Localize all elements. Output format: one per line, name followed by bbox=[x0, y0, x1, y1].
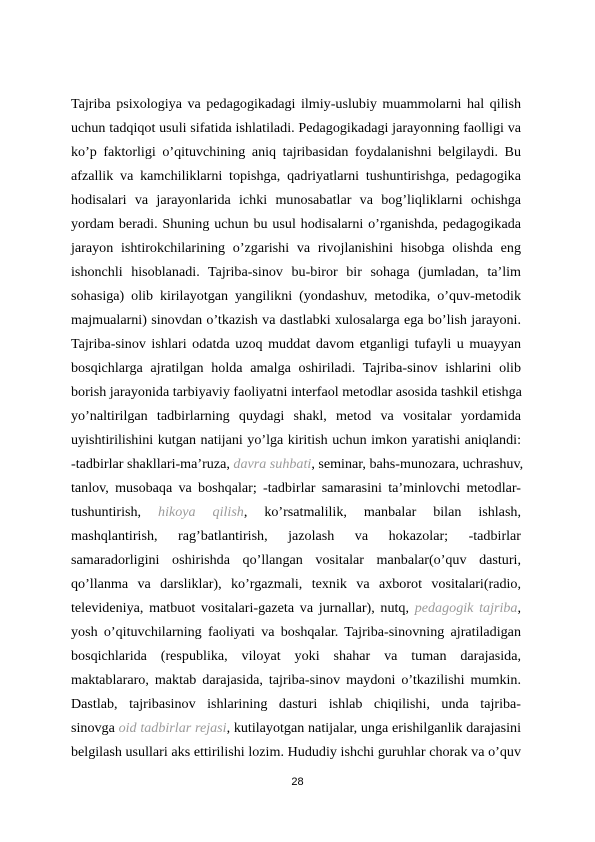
text-line bbox=[71, 644, 521, 668]
document-body bbox=[71, 92, 524, 764]
page-number: 28 bbox=[291, 776, 304, 788]
text-line bbox=[71, 236, 521, 260]
text-segment: Tajriba-sinov ishlari odatda uzoq muddat davom etganligi tufayli u muayyan bbox=[71, 336, 521, 352]
text-line bbox=[71, 380, 521, 404]
hyperlink[interactable]: pedagogik tajriba bbox=[414, 600, 518, 616]
text-segment: sohasiga) olib kirilayotgan yangilikni (yondashuv, metodika, o’quv-metodik bbox=[71, 288, 521, 304]
text-segment: belgilash usullari aks ettirilishi lozim. Hududiy ishchi guruhlar chorak va o’quv bbox=[71, 744, 521, 760]
hyperlink[interactable]: oid tadbirlar rejasi bbox=[118, 720, 227, 736]
text-line bbox=[71, 620, 521, 644]
text-segment: yosh o’qituvchilarning faoliyati va boshqalar. Tajriba-sinovning ajratiladigan bbox=[71, 624, 521, 640]
text-line bbox=[71, 740, 521, 764]
text-line bbox=[71, 188, 521, 212]
text-segment: bosqichlarida (respublika, viloyat yoki shahar va tuman darajasida, bbox=[71, 648, 521, 664]
text-line bbox=[71, 476, 521, 500]
text-segment: yo’naltirilgan tadbirlarning quydagi shakl, metod va vositalar yordamida bbox=[71, 408, 521, 424]
text-line bbox=[71, 548, 521, 572]
text-segment: maktablararo, maktab darajasida, tajriba-sinov maydoni o’tkazilishi mumkin. bbox=[71, 672, 521, 688]
text-segment: majmualarni) sinovdan o’tkazish va dastlabki xulosalarga ega bo’lish jarayoni. bbox=[71, 312, 521, 328]
text-segment: ishonchli hisoblanadi. Tajriba-sinov bu-biror bir sohaga (jumladan, ta’lim bbox=[71, 264, 521, 280]
text-line bbox=[71, 452, 524, 476]
text-line bbox=[71, 332, 521, 356]
text-segment: ko’p faktorligi o’qituvchining aniq tajribasidan foydalanishni belgilaydi. Bu bbox=[71, 144, 521, 160]
text-segment: tanlov, musobaqa va boshqalar; -tadbirlar samarasini ta’minlovchi metodlar- bbox=[71, 480, 521, 496]
text-segment: qo’llanma va darsliklar), ko’rgazmali, texnik va axborot vositalari(radio, bbox=[71, 576, 521, 592]
text-line bbox=[71, 596, 521, 620]
text-segment: borish jarayonida tarbiyaviy faoliyatni interfaol metodlar asosida tashkil etishga bbox=[71, 384, 522, 400]
text-line bbox=[71, 212, 521, 236]
text-line bbox=[71, 500, 521, 524]
text-line bbox=[71, 116, 521, 140]
text-segment: yordam beradi. Shuning uchun bu usul hodisalarni o’rganishda, pedagogikada bbox=[71, 216, 521, 232]
text-segment: , kutilayotgan natijalar, unga erishilganlik darajasini bbox=[226, 720, 521, 736]
text-line bbox=[71, 164, 521, 188]
text-segment: , bbox=[517, 600, 522, 616]
text-line bbox=[71, 140, 521, 164]
text-line bbox=[71, 524, 521, 548]
text-segment: , seminar, bahs-munozara, uchrashuv, bbox=[311, 456, 524, 472]
text-segment: samaradorligini oshirishda qo’llangan vositalar manbalar(o’quv dasturi, bbox=[71, 552, 521, 568]
text-segment: Tajriba psixologiya va pedagogikadagi ilmiy-uslubiy muammolarni hal qilish bbox=[71, 96, 521, 112]
text-segment: , ko’rsatmalilik, manbalar bilan ishlash, bbox=[243, 504, 521, 520]
text-segment: hodisalari va jarayonlarida ichki munosabatlar va bog’liqliklarni ochishga bbox=[71, 192, 521, 208]
text-line bbox=[71, 668, 521, 692]
text-line bbox=[71, 92, 521, 116]
hyperlink[interactable]: hikoya qilish bbox=[158, 504, 244, 520]
text-segment: jarayon ishtirokchilarining o’zgarishi va rivojlanishini hisobga olishda eng bbox=[71, 240, 521, 256]
text-line bbox=[71, 284, 521, 308]
text-segment: mashqlantirish, rag’batlantirish, jazolash va hokazolar; -tadbirlar bbox=[71, 528, 521, 544]
text-line bbox=[71, 428, 521, 452]
text-segment: uchun tadqiqot usuli sifatida ishlatiladi. Pedagogikadagi jarayonning faolligi va bbox=[71, 120, 521, 136]
hyperlink[interactable]: davra suhbati bbox=[233, 456, 312, 472]
text-segment: Dastlab, tajribasinov ishlarining dasturi ishlab chiqilishi, unda tajriba- bbox=[71, 696, 521, 712]
text-line bbox=[71, 260, 521, 284]
text-segment: televideniya, matbuot vositalari-gazeta va jurnallar), nutq, bbox=[71, 600, 415, 616]
text-segment: tushuntirish, bbox=[71, 504, 159, 520]
text-line bbox=[71, 716, 521, 740]
text-segment: -tadbirlar shakllari-ma’ruza, bbox=[71, 456, 234, 472]
text-line bbox=[71, 692, 521, 716]
text-line bbox=[71, 572, 521, 596]
text-line bbox=[71, 308, 521, 332]
text-segment: afzallik va kamchiliklarni topishga, qadriyatlarni tushuntirishga, pedagogika bbox=[71, 168, 521, 184]
text-segment: uyishtirilishini kutgan natijani yo’lga kiritish uchun imkon yaratishi aniqlandi: bbox=[71, 432, 521, 448]
text-line bbox=[71, 356, 521, 380]
text-segment: bosqichlarga ajratilgan holda amalga oshiriladi. Tajriba-sinov ishlarini olib bbox=[71, 360, 521, 376]
text-segment: sinovga bbox=[71, 720, 119, 736]
text-line bbox=[71, 404, 521, 428]
